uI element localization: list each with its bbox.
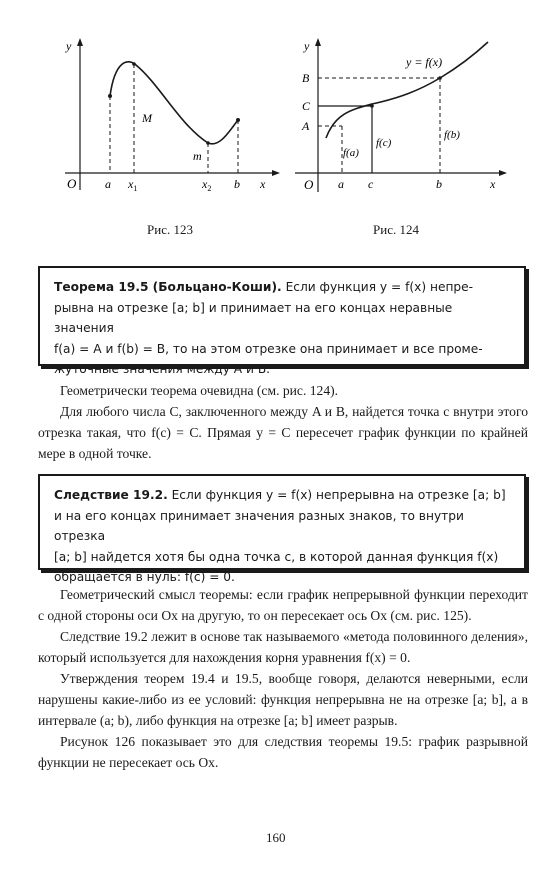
fig124-C-label: C <box>302 99 311 113</box>
fig124-y-label: y <box>304 39 310 53</box>
theorem-box <box>38 266 526 376</box>
fig124-fb-label: f(b) <box>444 129 460 141</box>
paragraph-block-1 <box>38 380 528 464</box>
corollary-line-4: обращается в нуль: f(c) = 0. <box>54 570 235 584</box>
fig124-c-label: c <box>368 177 374 191</box>
fig123-b-label: b <box>234 177 240 191</box>
fig124-fc-label: f(c) <box>376 137 392 149</box>
figure-124 <box>290 32 515 202</box>
corollary-line-3: [a; b] найдется хотя бы одна точка c, в которой данная функция f(x) <box>54 549 499 564</box>
fig123-M-label: M <box>142 111 152 125</box>
corollary-line-2: и на его концах принимает значения разных знаков, то внутри отрезка <box>54 508 464 543</box>
fig124-curve-label: y = f(x) <box>406 55 443 69</box>
fig124-origin-label: O <box>304 177 314 192</box>
fig123-x-label: x <box>260 177 266 191</box>
fig124-B-label: B <box>302 71 310 85</box>
paragraph-block-2 <box>38 584 528 773</box>
theorem-title: Теорема 19.5 (Больцано-Коши). <box>54 280 282 294</box>
paragraph: Геометрически теорема очевидна (см. рис. 124). <box>60 383 339 398</box>
fig123-x2-label: $x_2$ <box>202 177 212 193</box>
theorem-line-4: жуточные значения между A и B. <box>54 362 271 376</box>
paragraph: Для любого числа C, заключенного между A и B, найдется точка c внутри этого отрезка такая, что f(c) = C. Прямая y = C пересечет график функции по крайней мере в одной точке. <box>38 404 528 461</box>
fig124-a-label: a <box>338 177 344 191</box>
fig123-curve <box>110 62 238 144</box>
theorem-line-1: Теорема 19.5 (Больцано-Коши). Если функция y = f(x) непре- <box>54 280 474 294</box>
figure-124-caption: Рис. 124 <box>373 222 419 237</box>
theorem-line-2: рывна на отрезке [a; b] и принимает на его концах неравные значения <box>54 300 453 335</box>
theorem-line-3: f(a) = A и f(b) = B, то на этом отрезке она принимает и все проме- <box>54 341 483 356</box>
figure-123 <box>60 30 285 200</box>
corollary-title: Следствие 19.2. <box>54 488 168 502</box>
fig123-y-label: y <box>66 39 72 53</box>
paragraph: Утверждения теорем 19.4 и 19.5, вообще говоря, делаются неверными, если нарушены какие-либо из ее условий: функция непрерывна не на отрезке [a; b], а в интервале (a; b), либо функция на отрезке [a; b] имеет разрыв. <box>38 671 528 728</box>
figure-123-caption: Рис. 123 <box>147 222 193 237</box>
fig124-b-label: b <box>436 177 442 191</box>
paragraph: Геометрический смысл теоремы: если график непрерывной функции переходит с одной стороны оси Ox на другую, то он пересекает ось Ox (см. рис. 125). <box>38 587 528 623</box>
paragraph: Рисунок 126 показывает это для следствия теоремы 19.5: график разрывной функции не пересекает ось Ox. <box>38 734 528 770</box>
fig124-x-label: x <box>490 177 496 191</box>
fig124-A-label: A <box>302 119 310 133</box>
page-number: 160 <box>266 830 286 845</box>
fig124-fa-label: f(a) <box>343 147 359 159</box>
fig123-origin-label: O <box>67 176 77 191</box>
corollary-line-1: Следствие 19.2. Если функция y = f(x) непрерывна на отрезке [a; b] <box>54 488 506 502</box>
paragraph: Следствие 19.2 лежит в основе так называемого «метода половинного деления», который используется для нахождения корня уравнения f(x) = 0. <box>38 629 528 665</box>
fig123-x1-label: $x_1$ <box>128 177 138 193</box>
fig123-m-label: m <box>193 149 202 163</box>
corollary-box <box>38 474 526 584</box>
fig123-a-label: a <box>105 177 111 191</box>
